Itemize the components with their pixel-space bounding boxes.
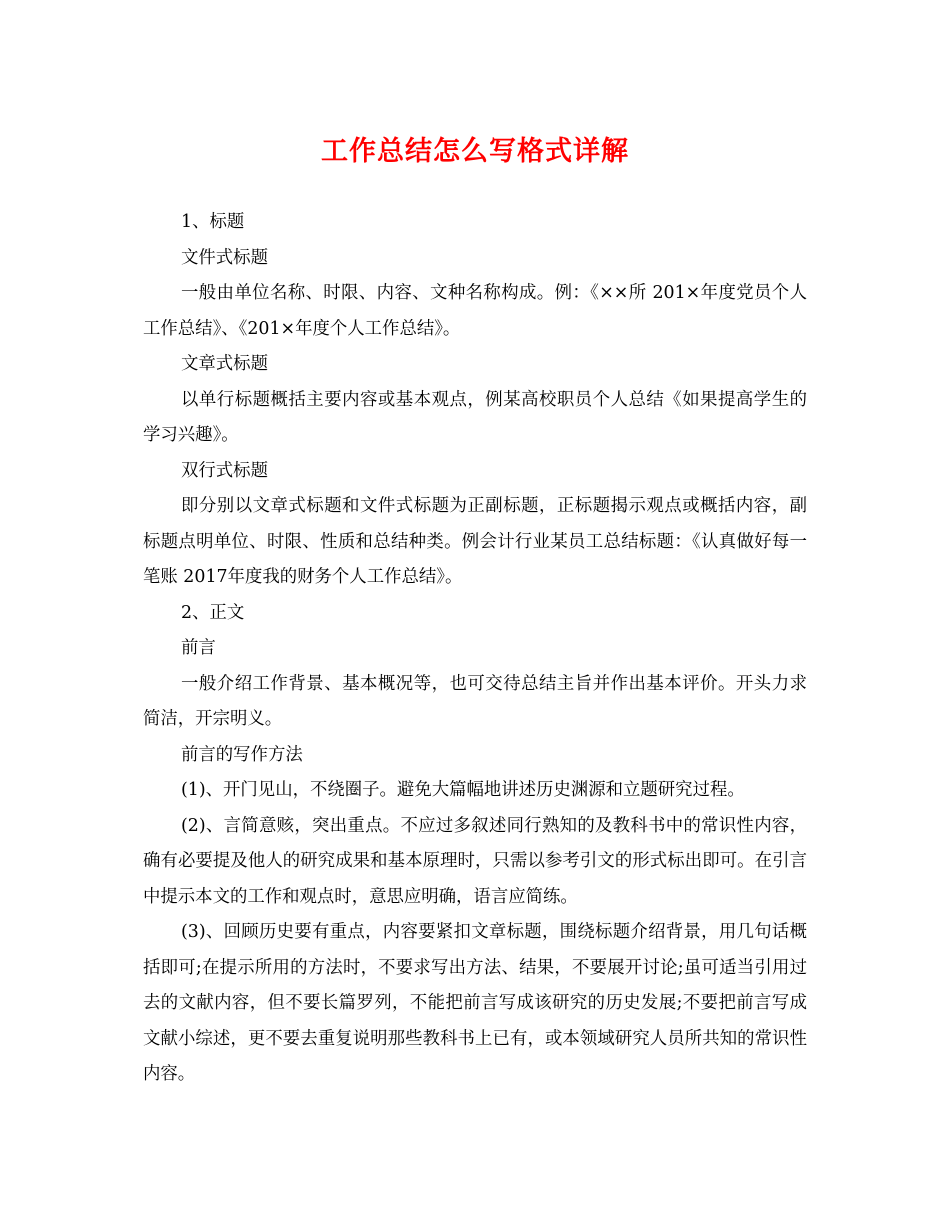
list-item-method-1: (1)、开门见山，不绕圈子。避免大篇幅地讲述历史渊源和立题研究过程。	[181, 780, 745, 800]
paragraph-preface: 一般介绍工作背景、基本概况等，也可交待总结主旨并作出基本评价。开头力求简洁，开宗明义。	[143, 673, 807, 729]
paragraph-file-style-title: 一般由单位名称、时限、内容、文种名称构成。例：《××所 201×年度党员个人工作总结》、《201×年度个人工作总结》。	[143, 283, 807, 339]
document-body	[143, 205, 807, 1093]
subheading-preface: 前言	[181, 638, 216, 658]
section-heading-title: 1、标题	[181, 212, 245, 232]
subheading-preface-methods: 前言的写作方法	[181, 744, 303, 765]
subheading-double-line-title: 双行式标题	[181, 460, 268, 481]
subheading-article-style-title: 文章式标题	[181, 354, 268, 374]
subheading-file-style-title: 文件式标题	[181, 247, 268, 268]
list-item-method-3: (3)、回顾历史要有重点，内容要紧扣文章标题，围绕标题介绍背景，用几句话概括即可;在提示所用的方法时，不要求写出方法、结果，不要展开讨论;虽可适当引用过去的文献内容，但不要长篇罗列，不能把前言写成该研究的历史发展;不要把前言写成文献小综述，更不要去重复说明那些教科书上已有，或本领域研究人员所共知的常识性内容。	[143, 922, 807, 1084]
section-heading-body: 2、正文	[181, 602, 245, 623]
paragraph-double-line-title: 即分别以文章式标题和文件式标题为正副标题，正标题揭示观点或概括内容，副标题点明单位、时限、性质和总结种类。例会计行业某员工总结标题：《认真做好每一笔账 2017年度我的财务个人工作总结》。	[143, 496, 807, 587]
paragraph-article-style-title: 以单行标题概括主要内容或基本观点，例某高校职员个人总结《如果提高学生的学习兴趣》。	[143, 389, 807, 445]
list-item-method-2: (2)、言简意赅，突出重点。不应过多叙述同行熟知的及教科书中的常识性内容，确有必要提及他人的研究成果和基本原理时，只需以参考引文的形式标出即可。在引言中提示本文的工作和观点时，意思应明确，语言应简练。	[143, 815, 807, 907]
document-title: 工作总结怎么写格式详解	[321, 136, 629, 167]
